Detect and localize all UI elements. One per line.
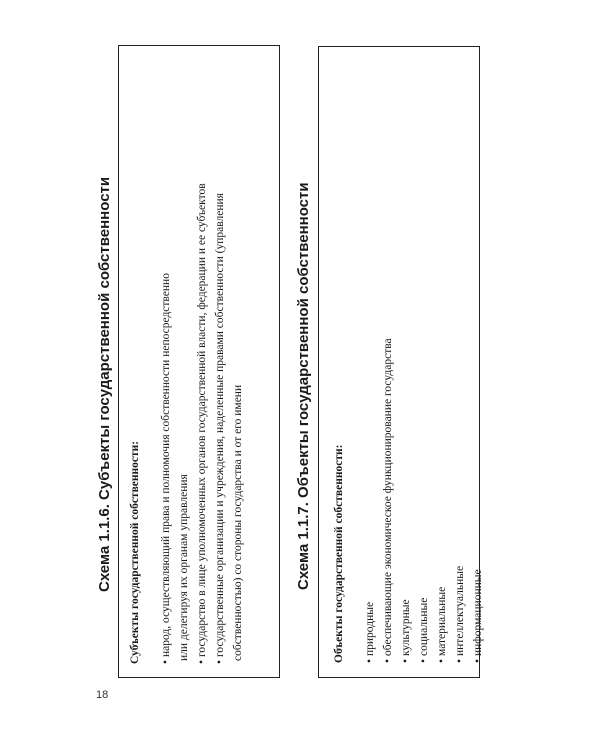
scheme-2-box: [318, 46, 484, 678]
item-text: культурные: [400, 599, 412, 656]
page-number: 18: [96, 689, 109, 701]
bullet-icon: •: [364, 658, 376, 663]
scheme-1-box: [118, 45, 280, 678]
bullet-icon: •: [382, 658, 394, 663]
scheme-1-heading: Субъекты государственной собственности:: [129, 440, 141, 664]
item-text: социальные: [418, 597, 430, 656]
scheme-1-title: Схема 1.1.6. Субъекты государственной собственности: [96, 176, 113, 592]
bullet-icon: •: [214, 659, 226, 664]
list-item: [193, 61, 211, 664]
item-text-line: или делегируя их органам управления: [178, 474, 190, 661]
list-item: [379, 60, 397, 663]
item-text: природные: [364, 601, 376, 656]
scheme-1-content: [127, 61, 247, 664]
scheme-2-heading: Объекты государственной собственности:: [333, 444, 345, 663]
list-item: [469, 60, 487, 663]
bullet-icon: •: [472, 658, 484, 663]
item-text: интеллектуальные: [454, 565, 466, 656]
item-text: материальные: [436, 586, 448, 656]
scheme-2-content: [331, 60, 487, 663]
bullet-icon: •: [436, 658, 448, 663]
scheme-2-title: Схема 1.1.7. Объекты государственной собственности: [295, 182, 312, 590]
scheme-2-list: [361, 60, 487, 663]
item-text-line: народ, осуществляющий права и полномочия собственности непосредственно: [160, 273, 172, 657]
list-item: [157, 61, 193, 664]
list-item: [361, 60, 379, 663]
bullet-icon: •: [418, 658, 430, 663]
list-item: [433, 60, 451, 663]
item-text-line: государство в лице уполномоченных органов государственной власти, федерации и ее субъектов: [196, 183, 208, 657]
item-text: обеспечивающие экономическое функционирование государства: [382, 338, 394, 656]
scheme-1-list: [157, 61, 247, 664]
bullet-icon: •: [454, 658, 466, 663]
item-text-line: государственные организации и учреждения, наделенные правами собственности (управления: [214, 193, 226, 657]
bullet-icon: •: [160, 659, 172, 664]
item-text: информационные: [472, 569, 484, 656]
list-item: [397, 60, 415, 663]
list-item: [415, 60, 433, 663]
item-text-line: собственностью) со стороны государства и от его имени: [232, 384, 244, 661]
bullet-icon: •: [196, 659, 208, 664]
list-item: [451, 60, 469, 663]
bullet-icon: •: [400, 658, 412, 663]
list-item: [211, 61, 247, 664]
